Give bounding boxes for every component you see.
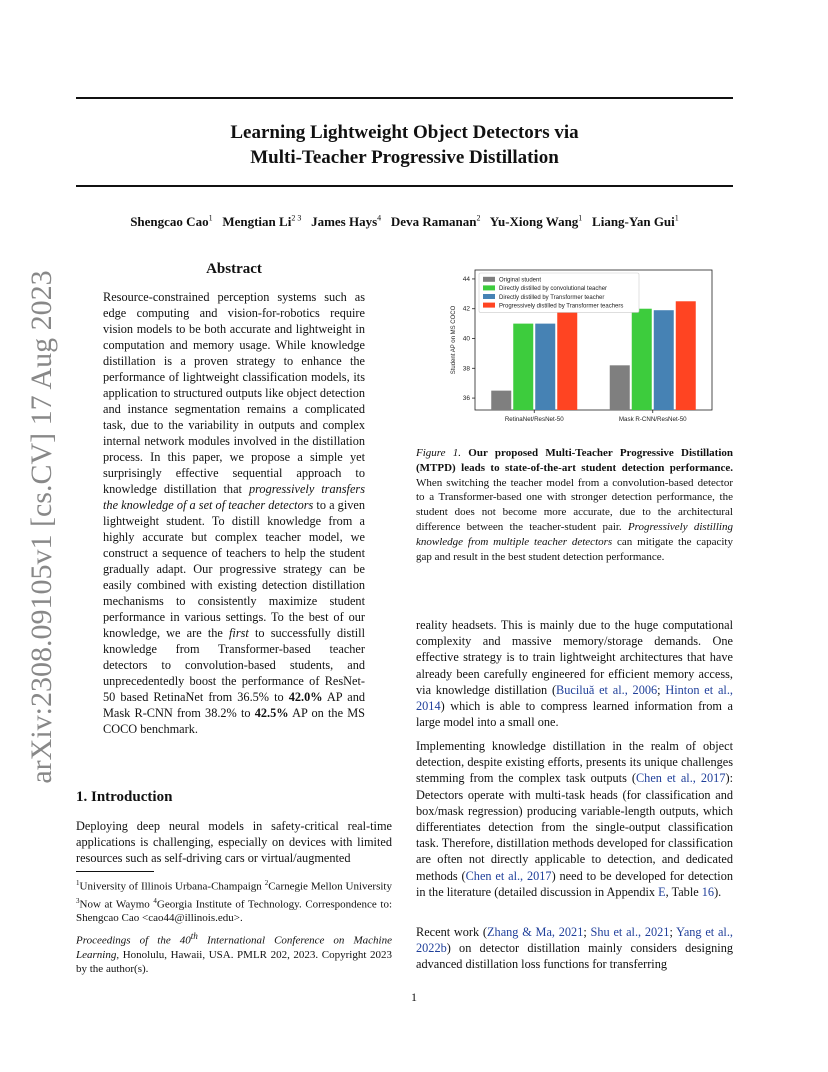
citation-link[interactable]: Yang et al., 2022b [416, 925, 733, 956]
x-tick-label: Mask R-CNN/ResNet-50 [618, 416, 687, 423]
legend-label: Progressively distilled by Transformer teachers [499, 303, 624, 310]
legend-swatch [483, 294, 495, 299]
author: Shengcao Cao$^1$ [130, 214, 213, 230]
bar [491, 391, 511, 410]
abstract-heading: Abstract [206, 261, 262, 277]
figure-1-caption: Figure 1. Our proposed Multi-Teacher Progressive Distillation (MTPD) leads to state-of-the-art student detection performance. When switching the teacher model from a convolution-based detector to a Transformer-based one with stronger detection performance, the student does not become more accurate, due to the architectural difference between the teacher-student pair. Progressively distilling knowledge from multiple teacher detectors can mitigate the capacity gap and result in the best student detection performance. [416, 447, 733, 563]
paper-title [76, 120, 733, 170]
right-paragraph-1: reality headsets. This is mainly due to the huge computational complexity and massive memory/storage demands. One effective strategy is to train lightweight architectures that have already been carefully engineered for efficient memory access, via knowledge distillation (Buciluǎ et al., 2006; Hinton et al., 2014) which is able to compress learned information from a large model into a small one. [416, 618, 733, 730]
footnote-rule [76, 871, 154, 872]
legend-label: Directly distilled by Transformer teacher [499, 294, 605, 301]
y-axis-label: Student AP on MS COCO [451, 305, 457, 375]
author: Mengtian $Li^{2 3}$ [222, 214, 302, 230]
bar [513, 324, 533, 410]
legend-swatch [483, 277, 495, 282]
y-tick-label: 38 [462, 365, 470, 373]
y-tick-label: 40 [462, 335, 470, 343]
legend-swatch [483, 285, 495, 290]
citation-link[interactable]: Chen et al., 2017 [465, 868, 552, 883]
y-tick-label: 42 [462, 305, 470, 313]
legend-swatch [483, 303, 495, 308]
bar [610, 365, 630, 410]
y-tick-label: 36 [462, 395, 470, 403]
affiliation-footnote: $^1$University of Illinois Urbana-Champaign $^2$Carnegie Mellon University $^3$Now at Waymo $^4$Georgia Institute of Technology. Correspondence to: Shengcao Cao <cao44@illinois.edu>. [76, 879, 393, 925]
right-paragraph-3: Recent work (Zhang & Ma, 2021; Shu et al., 2021; Yang et al., 2022b) on detector distillation mainly considers designing advanced distillation loss functions for transferring [416, 925, 733, 972]
proceedings-note: Proceedings of the 40th International Conference on Machine Learning, Honolulu, Hawaii, USA. PMLR 202, 2023. Copyright 2023 by the author(s). [76, 931, 392, 975]
abstract-body: Resource-constrained perception systems such as edge computing and vision-for-robotics require vision models to be both accurate and lightweight in computation and memory usage. While knowledge distillation is a proven strategy to enhance the performance of lightweight classification models, its application to structured outputs like object detection and instance segmentation remains a complicated task, due to the variability in outputs and complex internal network modules involved in the distillation process. In this paper, we propose a simple yet surprisingly effective sequential approach to knowledge distillation that progressively transfers the knowledge of a set of teacher detectors to a given lightweight student. To distill knowledge from a highly accurate but complex teacher model, we construct a sequence of teachers to help the student gradually adapt. Our progressive strategy can be easily combined with existing detection distillation mechanisms to consistently maximize student performance in various settings. To the best of our knowledge, we are the first to successfully distill knowledge from Transformer-based teacher detectors to convolution-based students, and unprecedentedly boost the performance of ResNet-50 based RetinaNet from 36.5% to 42.0% AP and Mask R-CNN from 38.2% to 42.5% AP on the MS COCO benchmark. [103, 290, 365, 736]
bar [632, 309, 652, 410]
citation-link[interactable]: Chen et al., 2017 [635, 771, 726, 786]
title-line-1: Learning Lightweight Object Detectors via [230, 122, 579, 143]
y-tick-label: 44 [462, 275, 470, 283]
page-number: 1 [411, 990, 417, 1004]
author: Yu-Xiong Wang$^1$ [489, 214, 583, 230]
intro-paragraph: Deploying deep neural models in safety-critical real-time applications is challenging, especially on devices with limited resources such as self-driving cars or virtual/augmented [76, 819, 392, 866]
appendix-link[interactable]: E [658, 884, 666, 899]
section-heading-introduction: 1. Introduction [76, 789, 173, 805]
table-link[interactable]: 16 [701, 884, 715, 899]
x-tick-label: RetinaNet/ResNet-50 [504, 416, 564, 423]
title-line-2: Multi-Teacher Progressive Distillation [250, 147, 559, 168]
title-bottom-rule [76, 185, 733, 187]
citation-link[interactable]: Zhang & Ma, 2021 [487, 925, 584, 939]
citation-link[interactable]: Shu et al., 2021 [590, 925, 670, 939]
figure-1-chart [430, 262, 720, 432]
citation-link[interactable]: Buciluǎ et al., 2006 [556, 682, 658, 697]
bar [654, 310, 674, 410]
bar [557, 309, 577, 410]
author-list [76, 214, 733, 230]
title-top-rule [76, 97, 733, 99]
author: James Hays$^4$ [311, 214, 382, 230]
legend-label: Directly distilled by convolutional teacher [499, 286, 608, 293]
citation-link[interactable]: Hinton et al., 2014 [416, 682, 733, 714]
bar [676, 301, 696, 410]
right-paragraph-2: Implementing knowledge distillation in the realm of object detection, despite existing efforts, presents its unique challenges stemming from the complex task outputs (Chen et al., 2017): Detectors operate with multi-task heads (for classification and box/mask regression) producing variable-length outputs, which differentiates detection from the single-output classification task. Therefore, distillation methods developed for classification are often not directly applicable to detection, and dedicated methods (Chen et al., 2017) need to be developed for detection in the literature (detailed discussion in Appendix E, Table 16). [416, 739, 734, 899]
legend-label: Original student [499, 277, 542, 284]
bar [535, 324, 555, 410]
author: Deva Ramanan$^2$ [390, 214, 481, 230]
arxiv-stamp: arXiv:2308.09105v1 [cs.CV] 17 Aug 2023 [25, 270, 58, 784]
author: Liang-Yan Gui$^1$ [592, 214, 679, 230]
